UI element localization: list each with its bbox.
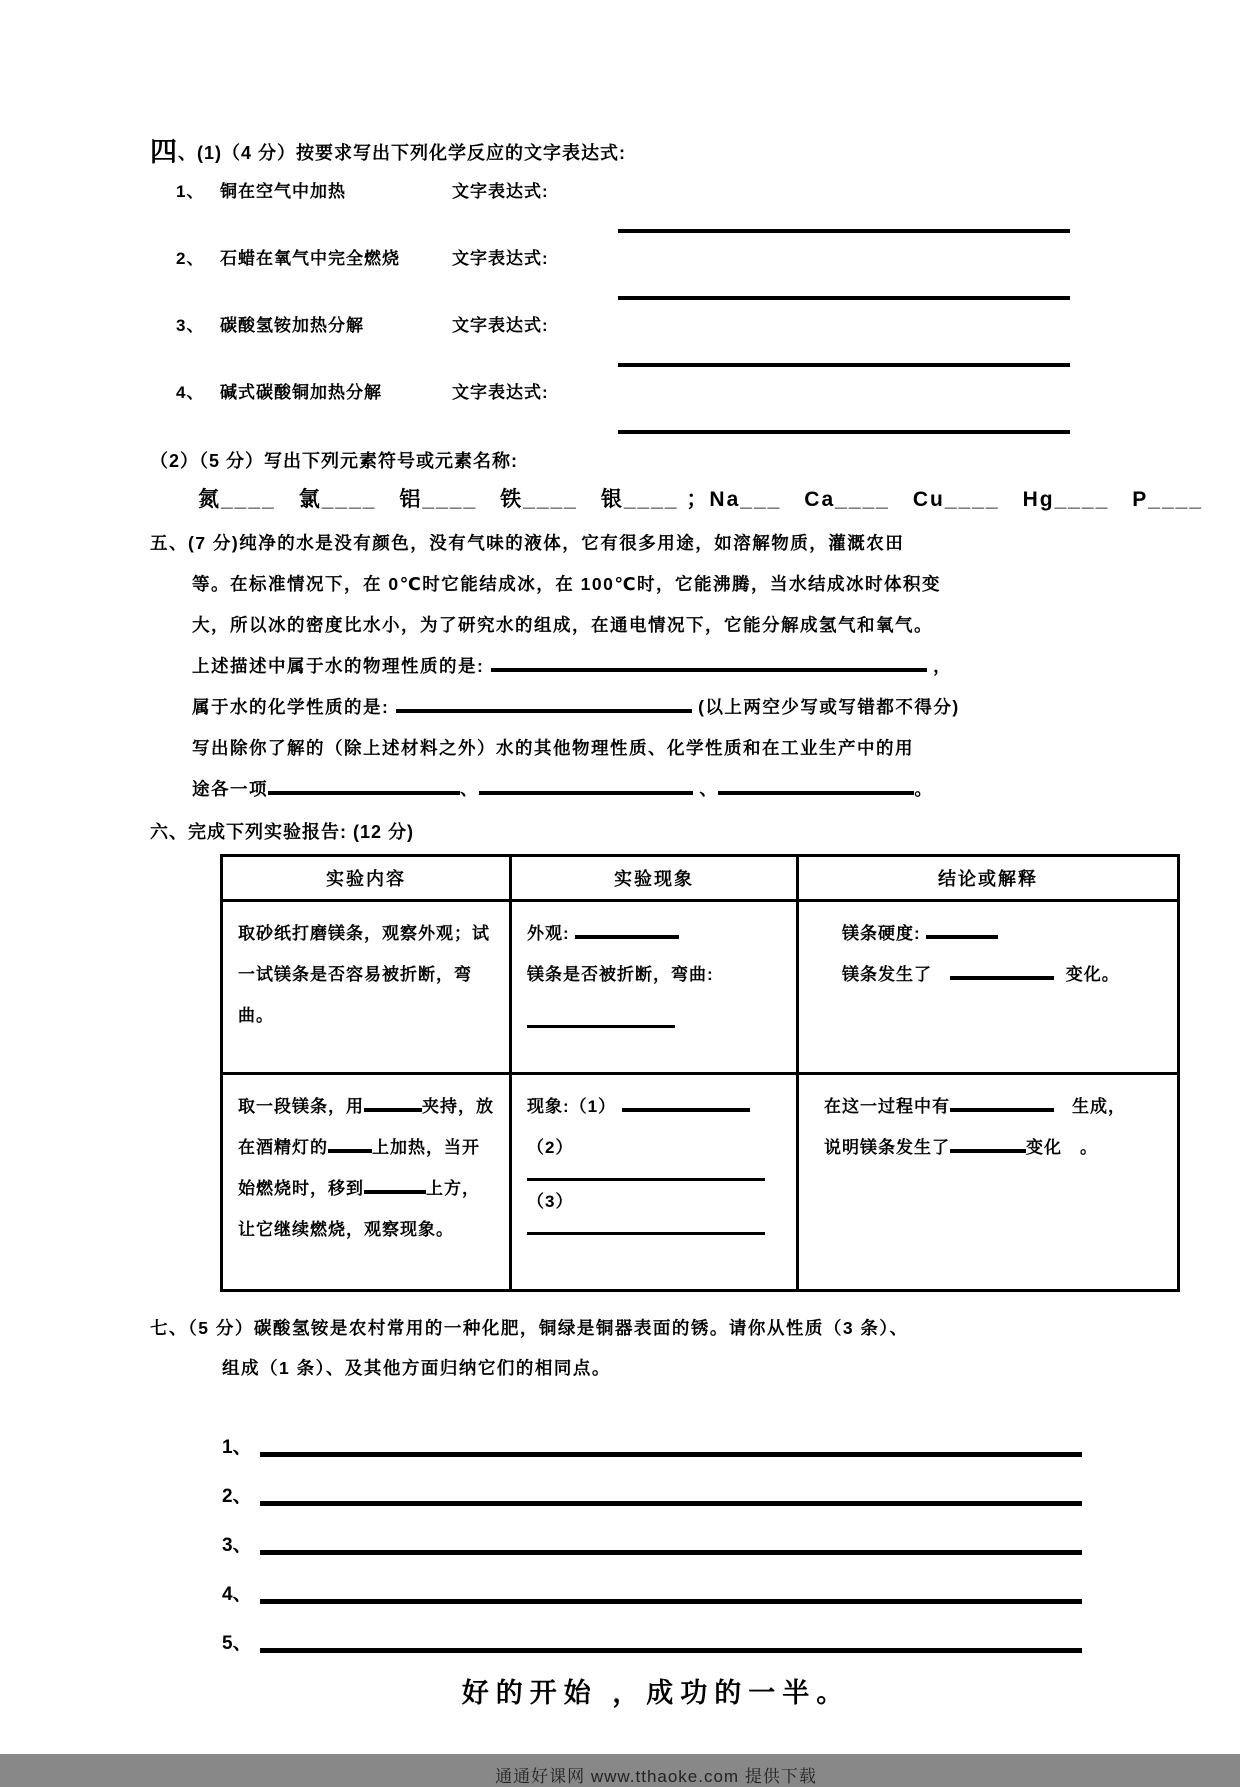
table-header-row (222, 856, 1179, 901)
row2-conclusion-cell (798, 1074, 1179, 1291)
header-experiment-phenomenon: 实验现象 (511, 856, 798, 901)
physical-property-blank (491, 666, 927, 672)
row2-content-text (224, 1076, 508, 1256)
section5-line4 (150, 646, 1162, 687)
change-type-blank (950, 974, 1054, 980)
appearance-line (527, 913, 783, 954)
product-blank (950, 1106, 1054, 1112)
expression-label: 文字表达式: (452, 316, 549, 335)
answer-row-1 (150, 1410, 1162, 1459)
uses-blank-3 (718, 789, 914, 795)
phenomenon-3-label: （3） (527, 1192, 574, 1211)
reaction-4-number: 4、 (176, 383, 205, 402)
experiment-table (220, 854, 1180, 1292)
answer-row-4 (150, 1557, 1162, 1606)
section4-header-text: 、(1)（4 分）按要求写出下列化学反应的文字表达式: (178, 143, 627, 163)
table-row-2 (222, 1074, 1179, 1291)
section4-header (150, 130, 1162, 169)
motivational-slogan: 好的开始 ，成功的一半。 (461, 1678, 851, 1708)
answer-4-blank (260, 1595, 1082, 1604)
table-row-1 (222, 901, 1179, 1074)
bend-question-line: 镁条是否被折断，弯曲: (527, 965, 714, 984)
hardness-line (842, 913, 1164, 954)
change-type-line (842, 954, 1164, 995)
section7-line2: 组成（1 条）、及其他方面归纳它们的相同点。 (222, 1358, 611, 1378)
row1-conclusion-cell (798, 901, 1179, 1074)
phenomenon-1-line (527, 1086, 783, 1127)
row1-content-text: 取砂纸打磨镁条，观察外观；试一试镁条是否容易被折断，弯曲。 (238, 924, 490, 1025)
reaction-item-2 (150, 246, 1162, 300)
answer-1-number: 1、 (222, 1437, 252, 1458)
reaction-item-4 (150, 380, 1162, 434)
reaction-4-prompt: 碱式碳酸铜加热分解 (220, 383, 382, 402)
uses-label: 途各一项 (192, 779, 268, 799)
chemical-property-label: 属于水的化学性质的是: (192, 697, 390, 717)
separator: 、 (460, 779, 479, 799)
hardness-label: 镁条硬度: (842, 924, 921, 943)
section4-number: 四 (150, 137, 178, 167)
section5-paragraph (150, 523, 1162, 810)
product-line (824, 1086, 1164, 1127)
section5-line6: 写出除你了解的（除上述材料之外）水的其他物理性质、化学性质和在工业生产中的用 (192, 738, 914, 758)
scoring-note: (以上两空少写或写错都不得分) (698, 697, 960, 717)
answer-blank-line (618, 272, 1070, 300)
section5-line2: 等。在标准情况下，在 0℃时它能结成冰，在 100℃时，它能沸腾，当水结成冰时体积变 (192, 574, 942, 594)
reaction-1-prompt: 铜在空气中加热 (220, 182, 346, 201)
hardness-blank (926, 933, 998, 939)
phenomenon-1-label: 现象:（1） (527, 1097, 617, 1116)
reaction-3-number: 3、 (176, 316, 205, 335)
step-text: 上加热，当开始燃烧时，移到 (238, 1138, 480, 1198)
section5-line7 (150, 769, 1162, 810)
answer-3-number: 3、 (222, 1535, 252, 1556)
answer-lines (150, 1410, 1162, 1655)
header-conclusion: 结论或解释 (798, 856, 1179, 901)
answer-1-blank (260, 1448, 1082, 1457)
flame-part-blank (328, 1147, 372, 1153)
uses-blank-2 (479, 789, 693, 795)
row2-phenomenon-cell (511, 1074, 798, 1291)
reaction-item-3 (150, 313, 1162, 367)
change-conclusion-blank (950, 1147, 1026, 1153)
answer-2-number: 2、 (222, 1486, 252, 1507)
reaction-1-number: 1、 (176, 182, 205, 201)
comma: ， (933, 656, 953, 676)
answer-blank-line (618, 205, 1070, 233)
reaction-3-prompt: 碳酸氢铵加热分解 (220, 316, 364, 335)
answer-blank-line (618, 406, 1070, 434)
appearance-blank (575, 933, 679, 939)
row1-phenomenon-cell (511, 901, 798, 1074)
answer-row-3 (150, 1508, 1162, 1557)
section5-line1: 五、(7 分)纯净的水是没有颜色，没有气味的液体，它有很多用途，如溶解物质，灌溉农田 (150, 533, 905, 553)
expression-label: 文字表达式: (452, 182, 549, 201)
product-label: 在这一过程中有 (824, 1097, 950, 1116)
expression-label: 文字表达式: (452, 383, 549, 402)
change-label: 镁条发生了 (842, 965, 932, 984)
uses-blank-1 (268, 789, 460, 795)
answer-5-blank (260, 1644, 1082, 1653)
footer-credit: 通通好课网 www.tthaoke.com 提供下载 (495, 1767, 817, 1786)
answer-2-blank (260, 1497, 1082, 1506)
header-experiment-content: 实验内容 (222, 856, 511, 901)
section7-line1: 七、（5 分）碳酸氢铵是农村常用的一种化肥，铜绿是铜器表面的锈。请你从性质（3 条）、 (150, 1318, 909, 1338)
tool-blank (364, 1106, 422, 1112)
change-conclusion-line (824, 1127, 1164, 1168)
reaction-item-1 (150, 179, 1162, 233)
change-suffix: 变化。 (1065, 965, 1120, 984)
section5-line5 (150, 687, 1162, 728)
move-to-blank (364, 1188, 426, 1194)
physical-property-label: 上述描述中属于水的物理性质的是: (192, 656, 485, 676)
section4-part2-header: （2）（5 分）写出下列元素符号或元素名称: (150, 451, 519, 471)
phenomenon-1-blank (622, 1106, 750, 1112)
phenomenon-2-label: （2） (527, 1138, 574, 1157)
bend-answer-blank (527, 999, 675, 1028)
elements-fill-line: 氮____ 氯____ 铝____ 铁____ 银____ ；Na___ Ca____ Cu____ Hg____ P____ (198, 488, 1204, 511)
answer-row-5 (150, 1606, 1162, 1655)
section6-header: 六、完成下列实验报告: (12 分) (150, 822, 415, 842)
separator: 、 (699, 779, 719, 799)
appearance-label: 外观: (527, 924, 570, 943)
chemical-property-blank (396, 707, 692, 713)
section5-line3: 大，所以冰的密度比水小，为了研究水的组成，在通电情况下，它能分解成氢气和氧气。 (192, 615, 933, 635)
reaction-2-prompt: 石蜡在氧气中完全燃烧 (220, 249, 400, 268)
period: 。 (914, 779, 934, 799)
step-text: 取一段镁条，用 (238, 1097, 364, 1116)
step-text: 上方，让它继续燃烧，观察现象。 (238, 1179, 480, 1239)
row2-content-cell (222, 1074, 511, 1291)
answer-row-2 (150, 1459, 1162, 1508)
answer-blank-line (618, 339, 1070, 367)
answer-5-number: 5、 (222, 1633, 252, 1654)
change-conclusion-suffix: 变化 。 (1026, 1138, 1098, 1157)
reaction-2-number: 2、 (176, 249, 205, 268)
product-suffix: 生成， (1072, 1097, 1126, 1116)
answer-3-blank (260, 1546, 1082, 1555)
change-conclusion-label: 说明镁条发生了 (824, 1138, 950, 1157)
expression-label: 文字表达式: (452, 249, 549, 268)
answer-4-number: 4、 (222, 1584, 252, 1605)
row1-content-cell (222, 901, 511, 1074)
step-text: 夹持，放在酒精灯的 (238, 1097, 494, 1157)
